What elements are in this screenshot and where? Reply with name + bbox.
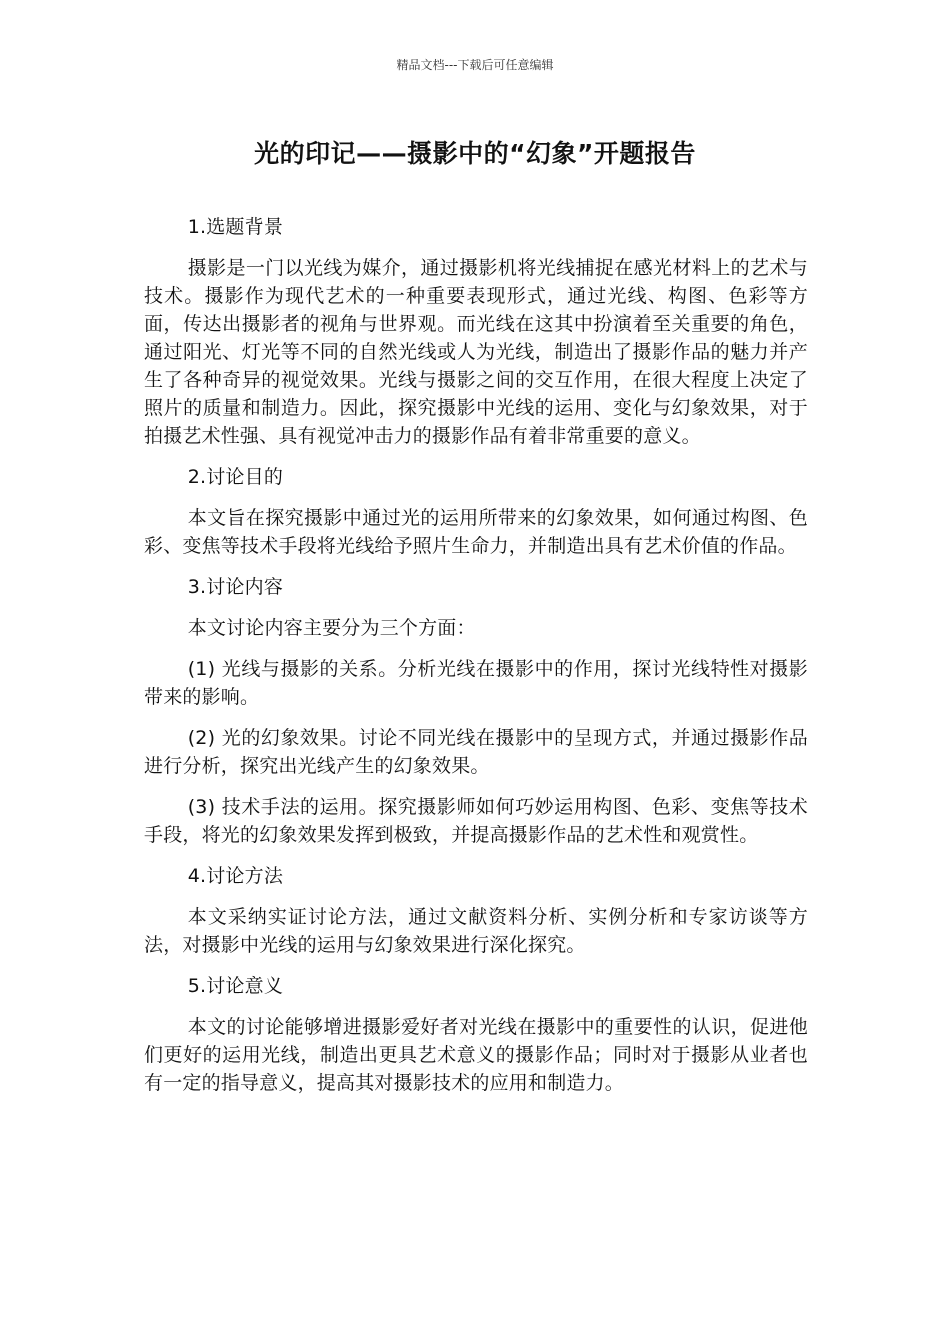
paragraph-method: 本文采纳实证讨论方法，通过文献资料分析、实例分析和专家访谈等方法，对摄影中光线的运用与幻象效果进行深化探究。 — [144, 906, 808, 956]
paragraph-background: 摄影是一门以光线为媒介，通过摄影机将光线捕捉在感光材料上的艺术与技术。摄影作为现代艺术的一种重要表现形式，通过光线、构图、色彩等方面，传达出摄影者的视角与世界观。而光线在这其中扮演着至关重要的角色，通过阳光、灯光等不同的自然光线或人为光线，制造出了摄影作品的魅力并产生了各种奇异的视觉效果。光线与摄影之间的交互作用，在很大程度上决定了照片的质量和制造力。因此，探究摄影中光线的运用、变化与幻象效果，对于拍摄艺术性强、具有视觉冲击力的摄影作品有着非常重要的意义。 — [144, 257, 808, 447]
header-note: 精品文档---下载后可任意编辑 — [396, 58, 554, 72]
paragraph-content-item-3: (3) 技术手法的运用。探究摄影师如何巧妙运用构图、色彩、变焦等技术手段，将光的幻象效果发挥到极致，并提高摄影作品的艺术性和观赏性。 — [144, 796, 808, 846]
section-heading-content: 3.讨论内容 — [187, 576, 284, 598]
paragraph-content-intro: 本文讨论内容主要分为三个方面： — [187, 617, 476, 639]
paragraph-content-item-1: (1) 光线与摄影的关系。分析光线在摄影中的作用，探讨光线特性对摄影带来的影响。 — [144, 658, 808, 708]
page-title: 光的印记——摄影中的“幻象”开题报告 — [254, 139, 696, 168]
paragraph-content-item-2: (2) 光的幻象效果。讨论不同光线在摄影中的呈现方式，并通过摄影作品进行分析，探究出光线产生的幻象效果。 — [144, 727, 808, 777]
section-heading-background: 1.选题背景 — [187, 216, 284, 238]
paragraph-significance: 本文的讨论能够增进摄影爱好者对光线在摄影中的重要性的认识，促进他们更好的运用光线，制造出更具艺术意义的摄影作品；同时对于摄影从业者也有一定的指导意义，提高其对摄影技术的应用和制造力。 — [144, 1016, 808, 1094]
document-body — [144, 213, 808, 1110]
section-heading-significance: 5.讨论意义 — [187, 975, 284, 997]
section-heading-purpose: 2.讨论目的 — [187, 466, 284, 488]
section-heading-method: 4.讨论方法 — [187, 865, 284, 887]
paragraph-purpose: 本文旨在探究摄影中通过光的运用所带来的幻象效果，如何通过构图、色彩、变焦等技术手段将光线给予照片生命力，并制造出具有艺术价值的作品。 — [144, 507, 808, 557]
